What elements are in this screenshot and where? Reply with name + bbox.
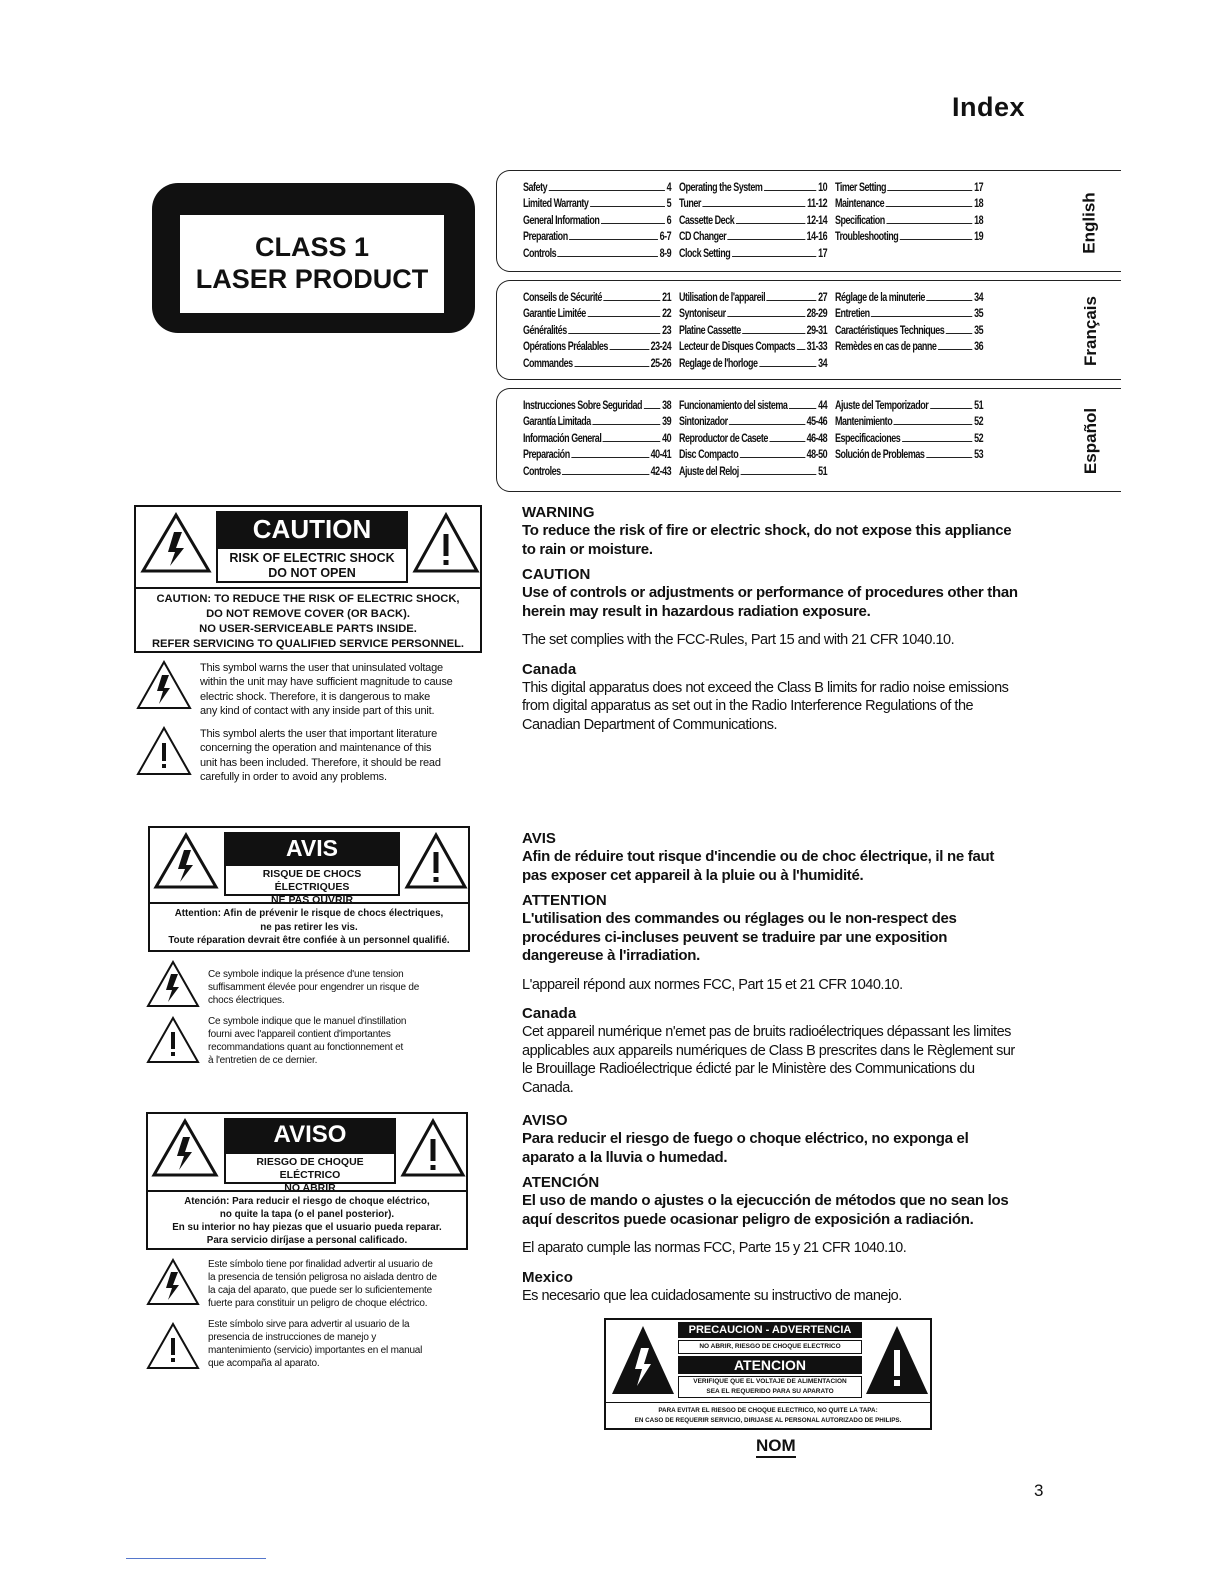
- caution-banner: AVIS: [224, 832, 400, 864]
- index-entry-label: Garantie Limitée: [523, 308, 586, 321]
- index-entry-label: Preparation: [523, 231, 568, 244]
- index-entry-leader: [702, 206, 805, 207]
- index-entry-label: Conseils de Sécurité: [523, 291, 602, 304]
- index-entry: [835, 287, 983, 304]
- index-entry-leader: [569, 239, 658, 240]
- index-column: [679, 395, 835, 478]
- index-entry-page: 35: [974, 308, 984, 321]
- mexico-footer: [606, 1402, 930, 1428]
- index-entry-leader: [644, 408, 661, 409]
- index-entry-page: 19: [974, 231, 984, 244]
- index-entry: [679, 337, 827, 354]
- index-entry-label: Sintonizador: [679, 416, 728, 429]
- index-entry-page: 35: [974, 324, 984, 337]
- index-entry-label: Controles: [523, 465, 561, 478]
- lang-tab-espanol: Español: [1080, 407, 1100, 475]
- laser-product: LASER PRODUCT: [195, 264, 429, 294]
- index-entry-leader: [568, 333, 660, 334]
- index-entry-page: 40-41: [650, 449, 672, 462]
- sym-line: any kind of contact with any inside part of this unit.: [200, 704, 435, 717]
- index-francais: [496, 280, 1121, 380]
- index-entry: [835, 445, 983, 462]
- index-entry-leader: [729, 424, 805, 425]
- index-entry-label: Réglage de la minuterie: [835, 291, 925, 304]
- index-column: [523, 287, 679, 370]
- index-entry-label: Garantía Limitada: [523, 416, 591, 429]
- index-entry-leader: [609, 349, 649, 350]
- index-entry-leader: [759, 366, 817, 367]
- index-entry-label: Caractéristiques Techniques: [835, 324, 945, 337]
- index-entry-label: Platine Cassette: [679, 324, 741, 337]
- index-entry: [523, 395, 671, 412]
- caution-heading: CAUTION: [522, 566, 591, 583]
- caution-banner: AVISO: [224, 1118, 396, 1152]
- index-entry-leader: [886, 223, 972, 224]
- index-entry-page: 51: [974, 399, 984, 412]
- canada-heading: Canada: [522, 660, 577, 678]
- index-entry-leader: [587, 316, 660, 317]
- index-entry-leader: [769, 441, 805, 442]
- caution-heading: ATENCIÓN: [522, 1174, 600, 1191]
- mexico-sub2: [678, 1376, 862, 1398]
- index-entry-label: Utilisation de l'appareil: [679, 291, 766, 304]
- index-entry: [679, 287, 827, 304]
- index-entry-leader: [740, 474, 816, 475]
- index-entry: [835, 177, 983, 194]
- sym-line: concerning the operation and maintenance of this: [200, 742, 432, 755]
- caution-sub2: NE PAS OUVRIR: [270, 894, 354, 906]
- lightning-triangle-icon: [146, 960, 200, 1008]
- sym-line: la presencia de tensión peligrosa no aislada dentro de: [208, 1272, 437, 1283]
- index-entry: [523, 337, 671, 354]
- index-entry-leader: [764, 190, 817, 191]
- index-entry: [523, 428, 671, 445]
- sym-line: chocs électriques.: [208, 995, 285, 1006]
- caution-msg-line: Atención: Para reducir el riesgo de choque eléctrico,: [184, 1196, 430, 1207]
- index-entry-leader: [894, 424, 973, 425]
- sym-line: fourni avec l'appareil contient d'importantes: [208, 1029, 391, 1040]
- index-francais-cols: [523, 287, 991, 370]
- index-entry-label: CD Changer: [679, 231, 727, 244]
- footer-rule: [126, 1558, 266, 1559]
- sym-line: Ce symbole indique la présence d'une tension: [208, 969, 404, 980]
- index-entry-page: 12-14: [806, 214, 828, 227]
- index-entry-page: 38: [662, 399, 672, 412]
- index-entry-leader: [549, 190, 665, 191]
- index-entry-page: 25-26: [650, 357, 672, 370]
- lightning-triangle-icon: [146, 1258, 200, 1306]
- index-entry-page: 45-46: [806, 416, 828, 429]
- index-entry-label: Troubleshooting: [835, 231, 899, 244]
- index-entry: [679, 445, 827, 462]
- exclamation-triangle-icon: [146, 1016, 200, 1064]
- index-entry: [835, 304, 983, 321]
- index-entry-leader: [797, 349, 805, 350]
- index-entry-leader: [603, 300, 660, 301]
- index-entry-label: Maintenance: [835, 198, 885, 211]
- warning-heading: AVISO: [522, 1112, 568, 1129]
- index-entry-page: 34: [974, 291, 984, 304]
- lang-tab-english: English: [1079, 192, 1099, 254]
- index-entry-leader: [736, 223, 805, 224]
- lightning-triangle-icon: [140, 512, 212, 574]
- index-entry: [679, 320, 827, 337]
- index-entry-label: Instrucciones Sobre Seguridad: [523, 399, 643, 412]
- index-entry-page: 23: [662, 324, 672, 337]
- index-entry: [679, 395, 827, 412]
- index-entry-page: 52: [974, 416, 984, 429]
- caution-sub2: DO NOT OPEN: [268, 566, 356, 580]
- laser-label-inner: [180, 215, 444, 313]
- caution-sub1: RISQUE DE CHOCS ÉLECTRIQUES: [262, 868, 362, 893]
- caution-banner: CAUTION: [216, 511, 408, 547]
- index-entry-leader: [767, 300, 817, 301]
- index-column: [679, 177, 835, 260]
- index-entry-page: 21: [662, 291, 672, 304]
- index-entry: [835, 210, 983, 227]
- index-espanol-cols: [523, 395, 991, 478]
- index-column: [835, 395, 991, 478]
- index-column: [679, 287, 835, 370]
- index-column: [523, 395, 679, 478]
- sym-line: Este símbolo tiene por finalidad advertir al usuario de: [208, 1259, 433, 1270]
- index-entry-label: Solución de Problemas: [835, 449, 925, 462]
- index-entry: [523, 227, 671, 244]
- index-entry-leader: [871, 316, 972, 317]
- index-entry-label: General Information: [523, 214, 600, 227]
- index-entry-page: 36: [974, 341, 984, 354]
- index-entry: [523, 412, 671, 429]
- page-number: 3: [1034, 1481, 1044, 1500]
- caution-msg-line: ne pas retirer les vis.: [260, 921, 358, 933]
- warning-text: To reduce the risk of fire or electric shock, do not expose this appliance to rain or moisture.: [522, 522, 1012, 558]
- index-entry-leader: [938, 349, 973, 350]
- index-column: [835, 177, 991, 260]
- index-entry: [523, 194, 671, 211]
- index-entry: [679, 428, 827, 445]
- index-entry-leader: [592, 424, 660, 425]
- index-entry-page: 28-29: [806, 308, 828, 321]
- index-entry-label: Tuner: [679, 198, 701, 211]
- sym-line: within the unit may have sufficient magnitude to cause: [200, 676, 453, 689]
- index-entry-page: 51: [818, 465, 828, 478]
- caution-sub: [224, 864, 400, 906]
- index-entry-label: Clock Setting: [679, 247, 731, 260]
- sym-line: mantenimiento (servicio) importantes en el manual: [208, 1345, 423, 1356]
- index-entry: [523, 287, 671, 304]
- index-entry-label: Mantenimiento: [835, 416, 893, 429]
- index-entry-page: 48-50: [806, 449, 828, 462]
- index-entry-label: Ajuste del Reloj: [679, 465, 739, 478]
- index-entry-label: Disc Compacto: [679, 449, 739, 462]
- index-entry: [523, 177, 671, 194]
- index-entry-label: Specification: [835, 214, 885, 227]
- symbol-explanation-literature: [200, 727, 490, 784]
- index-entry-label: Información General: [523, 432, 602, 445]
- lightning-triangle-icon: [610, 1324, 676, 1396]
- fcc-text: The set complies with the FCC-Rules, Part 15 and with 21 CFR 1040.10.: [522, 632, 955, 648]
- index-entry-page: 11-12: [807, 198, 828, 211]
- exclamation-triangle-icon: [146, 1322, 200, 1370]
- index-entry-page: 17: [974, 181, 984, 194]
- fcc-text: L'appareil répond aux normes FCC, Part 15 et 21 CFR 1040.10.: [522, 976, 903, 993]
- caution-sub1: RISK OF ELECTRIC SHOCK: [229, 551, 395, 565]
- index-entry: [835, 227, 983, 244]
- index-entry: [679, 177, 827, 194]
- caution-msg-line: DO NOT REMOVE COVER (OR BACK).: [206, 608, 410, 620]
- index-entry-leader: [926, 300, 972, 301]
- index-entry-page: 18: [974, 214, 984, 227]
- index-entry-label: Funcionamiento del sistema: [679, 399, 788, 412]
- caution-msg-line: Para servicio diríjase a personal calificado.: [206, 1235, 408, 1246]
- index-entry: [835, 194, 983, 211]
- mexico-sub2b: SEA EL REQUERIDO PARA SU APARATO: [706, 1387, 834, 1395]
- index-entry-label: Operating the System: [679, 181, 763, 194]
- mexico-foot1: PARA EVITAR EL RIESGO DE CHOQUE ELECTRICO, NO QUITE LA TAPA:: [658, 1407, 878, 1414]
- canada-text: Cet appareil numérique n'emet pas de bruits radioélectriques dépassant les limites applicables aux appareils numériques de Class B prescrites dans le Règlement sur le Brouillage Radioélectrique édicté par le Ministère des Communications du Canada.: [522, 1024, 1015, 1096]
- sym-line: carefully in order to avoid any problems.: [200, 770, 387, 783]
- lightning-triangle-icon: [151, 1118, 219, 1178]
- index-entry-label: Opérations Préalables: [523, 341, 608, 354]
- caution-sub: [216, 547, 408, 583]
- index-entry-page: 18: [974, 198, 984, 211]
- warning-text: Afin de réduire tout risque d'incendie ou de choc électrique, il ne faut pas exposer cet appareil à la pluie ou à l'humidité.: [522, 848, 995, 884]
- caution-box-english: [134, 505, 482, 653]
- index-entry: [835, 337, 983, 354]
- index-entry-page: 23-24: [650, 341, 672, 354]
- sym-line: This symbol alerts the user that important literature: [200, 728, 438, 740]
- index-entry-page: 4: [666, 181, 672, 194]
- index-entry-page: 27: [818, 291, 828, 304]
- index-entry-leader: [574, 366, 649, 367]
- index-entry-page: 34: [818, 357, 828, 370]
- sym-line: que acompaña al aparato.: [208, 1358, 320, 1369]
- index-english-cols: [523, 177, 991, 260]
- index-entry: [523, 243, 671, 260]
- index-entry-page: 53: [974, 449, 984, 462]
- index-entry-leader: [742, 333, 805, 334]
- sym-line: presencia de instrucciones de manejo y: [208, 1332, 377, 1343]
- caution-msg-line: no quite la tapa (o el panel posterior).: [219, 1209, 395, 1220]
- index-entry-page: 6: [666, 214, 672, 227]
- index-entry: [679, 227, 827, 244]
- index-entry-leader: [946, 333, 973, 334]
- caution-sub2: NO ABRIR: [284, 1182, 336, 1194]
- index-entry: [679, 412, 827, 429]
- symbol-explanation-shock: [200, 661, 490, 718]
- index-entry-label: Preparación: [523, 449, 570, 462]
- index-entry-leader: [571, 457, 649, 458]
- index-entry: [679, 353, 827, 370]
- sym-line: la caja del aparato, que puede ser lo suficientemente: [208, 1285, 432, 1296]
- index-entry: [523, 461, 671, 478]
- mexico-sub1: NO ABRIR, RIESGO DE CHOQUE ELECTRICO: [678, 1340, 862, 1354]
- index-entry: [679, 304, 827, 321]
- index-entry-page: 40: [662, 432, 672, 445]
- index-entry-leader: [888, 190, 973, 191]
- index-entry-leader: [603, 441, 661, 442]
- caution-msg-line: Attention: Afin de prévenir le risque de chocs électriques,: [174, 908, 444, 919]
- index-entry-leader: [562, 474, 649, 475]
- mexico-text: Es necesario que lea cuidadosamente su instructivo de manejo.: [522, 1287, 902, 1304]
- symbol-explanation-shock: [208, 1258, 470, 1310]
- index-entry-leader: [728, 239, 805, 240]
- lightning-triangle-icon: [153, 832, 219, 890]
- index-column: [523, 177, 679, 260]
- index-entry: [835, 412, 983, 429]
- sym-line: electric shock. Therefore, it is dangerous to make: [200, 690, 431, 703]
- exclamation-triangle-icon: [136, 726, 192, 776]
- index-entry-page: 31-33: [806, 341, 828, 354]
- index-entry-label: Reproductor de Casete: [679, 432, 768, 445]
- mexico-mid-banner: ATENCION: [678, 1356, 862, 1374]
- index-entry-page: 39: [662, 416, 672, 429]
- warning-heading: WARNING: [522, 504, 595, 521]
- sym-line: This symbol warns the user that uninsulated voltage: [200, 662, 443, 674]
- index-entry: [523, 353, 671, 370]
- index-entry-page: 44: [818, 399, 828, 412]
- index-entry-leader: [558, 256, 658, 257]
- symbol-explanation-shock: [208, 968, 468, 1007]
- index-entry: [523, 210, 671, 227]
- caution-heading: ATTENTION: [522, 892, 607, 909]
- index-entry-page: 14-16: [806, 231, 828, 244]
- caution-box-spanish: [146, 1112, 468, 1250]
- index-entry-label: Controls: [523, 247, 557, 260]
- index-entry-page: 6-7: [659, 231, 672, 244]
- caution-msg-line: NO USER-SERVICEABLE PARTS INSIDE.: [199, 623, 417, 635]
- index-entry-page: 42-43: [650, 465, 672, 478]
- index-entry: [679, 194, 827, 211]
- warnings-french: [522, 829, 1022, 1097]
- sym-line: suffisamment élevée pour engendrer un risque de: [208, 982, 420, 993]
- caution-sub: [224, 1152, 396, 1194]
- index-entry-page: 5: [666, 198, 672, 211]
- index-entry-label: Timer Setting: [835, 181, 887, 194]
- caution-box-french: [148, 826, 470, 952]
- index-entry-label: Safety: [523, 181, 548, 194]
- page-title: Index: [952, 92, 1026, 122]
- index-entry-label: Syntoniseur: [679, 308, 726, 321]
- fcc-text: El aparato cumple las normas FCC, Parte 15 y 21 CFR 1040.10.: [522, 1240, 907, 1256]
- index-entry-page: 52: [974, 432, 984, 445]
- canada-heading: Canada: [522, 1005, 577, 1022]
- index-entry-page: 8-9: [659, 247, 672, 260]
- index-entry-label: Ajuste del Temporizador: [835, 399, 929, 412]
- index-espanol: [496, 388, 1121, 492]
- index-entry: [523, 445, 671, 462]
- index-entry: [523, 320, 671, 337]
- sym-line: à l'entretien de ce dernier.: [208, 1055, 318, 1066]
- mexico-top-banner: PRECAUCION - ADVERTENCIA: [678, 1322, 862, 1338]
- index-english: [496, 170, 1121, 272]
- laser-class: CLASS 1: [254, 232, 370, 262]
- sym-line: Este símbolo sirve para advertir al usuario de la: [208, 1319, 410, 1330]
- index-entry-label: Commandes: [523, 357, 573, 370]
- index-entry-label: Limited Warranty: [523, 198, 589, 211]
- caution-msg-line: CAUTION: TO REDUCE THE RISK OF ELECTRIC SHOCK,: [156, 593, 460, 605]
- index-entry-leader: [601, 223, 665, 224]
- caution-sub1: RIESGO DE CHOQUE ELÉCTRICO: [256, 1156, 364, 1181]
- caution-message: [148, 1190, 466, 1248]
- caution-text: Use of controls or adjustments or performance of procedures other than herein may result in hazardous radiation exposure.: [522, 584, 1018, 620]
- exclamation-triangle-icon: [400, 1118, 466, 1178]
- index-entry: [835, 395, 983, 412]
- symbol-explanation-literature: [208, 1015, 468, 1067]
- index-entry: [523, 304, 671, 321]
- index-entry-label: Remèdes en cas de panne: [835, 341, 937, 354]
- warnings-spanish: [522, 1111, 1022, 1305]
- index-entry: [835, 428, 983, 445]
- index-entry: [679, 243, 827, 260]
- caution-msg-line: REFER SERVICING TO QUALIFIED SERVICE PERSONNEL.: [151, 638, 465, 650]
- mexico-heading: Mexico: [522, 1268, 573, 1286]
- caution-message: [136, 587, 480, 651]
- warnings-english: [522, 503, 1022, 734]
- index-entry-leader: [930, 408, 973, 409]
- index-entry-leader: [926, 457, 973, 458]
- exclamation-triangle-icon: [404, 832, 468, 890]
- index-entry-leader: [900, 239, 973, 240]
- index-column: [835, 287, 991, 370]
- sym-line: recommandations quant au fonctionnement et: [208, 1042, 404, 1053]
- caution-msg-line: Toute réparation devrait être confiée à un personnel qualifié.: [168, 935, 450, 946]
- index-entry-leader: [740, 457, 805, 458]
- warning-heading: AVIS: [522, 830, 556, 847]
- exclamation-triangle-icon: [412, 512, 480, 574]
- index-entry-label: Entretien: [835, 308, 870, 321]
- index-entry-label: Cassette Deck: [679, 214, 735, 227]
- mexico-warning-label: [604, 1318, 932, 1430]
- symbol-explanation-literature: [208, 1318, 470, 1370]
- canada-text: This digital apparatus does not exceed the Class B limits for radio noise emissions from digital apparatus as set out in the Radio Interference Regulations of the Canadian Department of Communications.: [522, 679, 1009, 733]
- index-entry-label: Reglage de l'horloge: [679, 357, 758, 370]
- index-entry: [835, 320, 983, 337]
- index-entry-label: Especificaciones: [835, 432, 901, 445]
- index-entry-leader: [732, 256, 817, 257]
- index-entry-page: 46-48: [806, 432, 828, 445]
- lightning-triangle-icon: [136, 660, 192, 710]
- exclamation-triangle-icon: [864, 1324, 930, 1396]
- mexico-sub2a: VERIFIQUE QUE EL VOLTAJE DE ALIMENTACION: [693, 1378, 847, 1385]
- index-entry-leader: [727, 316, 805, 317]
- warning-text: Para reducir el riesgo de fuego o choque eléctrico, no exponga el aparato a la lluvia o humedad.: [522, 1130, 969, 1166]
- nom-mark: NOM: [756, 1436, 796, 1458]
- index-entry-page: 22: [662, 308, 672, 321]
- caution-text: L'utilisation des commandes ou réglages ou le non-respect des procédures ci-incluses peuvent se traduire par une exposition dangereuse à l'irradiation.: [522, 910, 957, 964]
- index-entry: [679, 210, 827, 227]
- index-entry: [679, 461, 827, 478]
- index-entry-leader: [590, 206, 665, 207]
- caution-text: El uso de mando o ajustes o la ejecucción de métodos que no sean los aquí descritos puede ocasionar peligro de exposición a radiación.: [522, 1192, 1009, 1228]
- sym-line: unit has been included. Therefore, it should be read: [200, 756, 441, 769]
- index-entry-label: Lecteur de Disques Compacts: [679, 341, 795, 354]
- index-entry-page: 17: [818, 247, 828, 260]
- caution-message: [150, 902, 468, 950]
- index-entry-page: 29-31: [806, 324, 828, 337]
- index-entry-leader: [902, 441, 973, 442]
- lang-tab-francais: Français: [1081, 296, 1101, 366]
- sym-line: fuerte para constituir un peligro de choque eléctrico.: [208, 1298, 428, 1309]
- index-entry-label: Généralités: [523, 324, 567, 337]
- mexico-foot2: EN CASO DE REQUERIR SERVICIO, DIRIJASE AL PERSONAL AUTORIZADO DE PHILIPS.: [634, 1417, 902, 1424]
- caution-msg-line: En su interior no hay piezas que el usuario pueda reparar.: [172, 1222, 442, 1233]
- index-entry-leader: [789, 408, 817, 409]
- index-entry-leader: [886, 206, 973, 207]
- sym-line: Ce symbole indique que le manuel d'instillation: [208, 1016, 407, 1027]
- index-entry-page: 10: [818, 181, 828, 194]
